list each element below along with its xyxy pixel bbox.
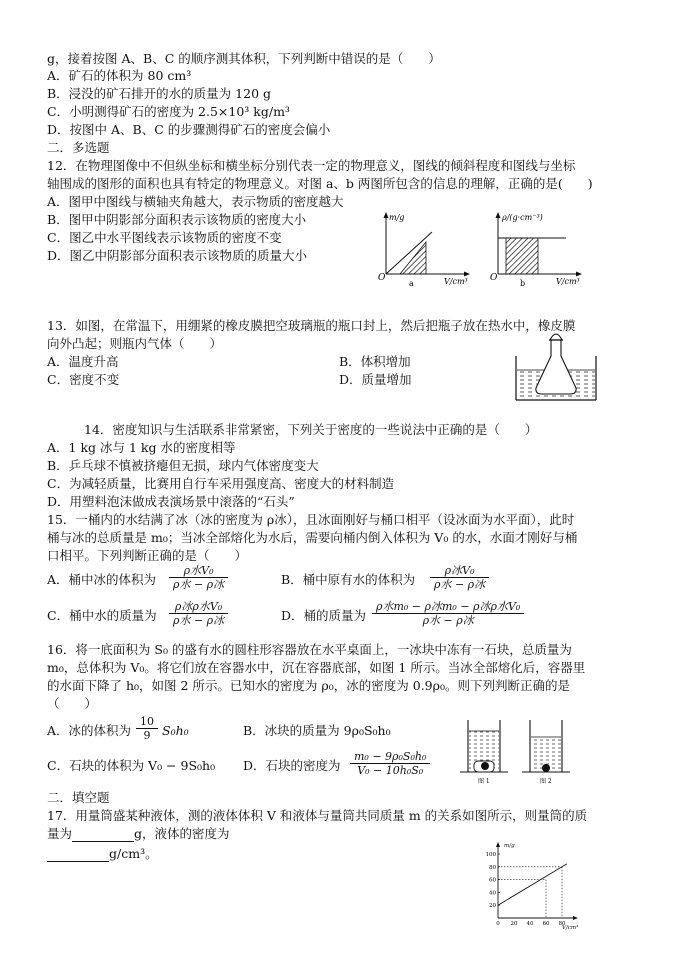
q16-option-d-label: D．石块的密度为 — [243, 758, 341, 773]
q17-ytick-label: 100 — [485, 852, 496, 858]
fig-b-caption: b — [520, 279, 526, 288]
q15-b-denominator: ρ水 − ρ冰 — [434, 578, 486, 591]
q11-option-a: A．矿石的体积为 80 cm³ — [47, 68, 192, 83]
q13-option-a: A．温度升高 — [47, 354, 119, 369]
q12-option-d: D．图乙中阴影部分面积表示该物质的质量大小 — [47, 248, 308, 263]
fig-a-ylabel: m/g — [389, 213, 405, 222]
q16-option-b: B．冰块的质量为 9ρ₀S₀h₀ — [243, 723, 391, 738]
fig-a-origin: O — [378, 273, 386, 283]
q16-a-denominator: 9 — [143, 729, 151, 742]
q15-stem-line1: 15．一桶内的水结满了冰（冰的密度为 ρ冰），且冰面刚好与桶口相平（设冰面为水平面），此时 — [47, 512, 575, 527]
q17-stem-line3 — [47, 845, 158, 862]
q16-stem-line2: m₀，总体积为 V₀。将它们放在容器水中，沉在容器底部，如图 1 所示。当冰全部熔化后，容器里 — [47, 660, 586, 675]
q11-option-d: D．按图中 A、B、C 的步骤测得矿石的密度会偏小 — [47, 122, 331, 137]
q15-c-numerator: ρ冰ρ水V₀ — [169, 600, 228, 614]
section-heading-multi: 二．多选题 — [47, 140, 110, 155]
q15-c-denominator: ρ水 − ρ冰 — [173, 614, 225, 627]
q15-option-a-label: A．桶中冰的体积为 — [47, 572, 157, 587]
q16-option-d-fraction — [350, 750, 430, 777]
q12-figure-a — [372, 208, 480, 290]
q12-option-b: B．图甲中阴影部分面积表示该物质的密度大小 — [47, 212, 307, 227]
q17-graph-ylabel: m/g — [504, 843, 515, 849]
q17-graph — [478, 838, 582, 932]
q15-option-b-label: B．桶中原有水的体积为 — [281, 572, 416, 587]
q17-blank-mass[interactable] — [72, 828, 134, 842]
q16-option-a-fraction — [136, 715, 158, 742]
q16-fig1-caption: 图 1 — [478, 778, 490, 785]
q15-option-d-fraction — [372, 600, 524, 627]
q14-option-c: C．为减轻质量，比赛用自行车采用强度高、密度大的材料制造 — [47, 476, 395, 491]
q13-option-c: C．密度不变 — [47, 372, 120, 387]
q15-option-c-label: C．桶中水的质量为 — [47, 608, 157, 623]
q12-option-c: C．图乙中水平图线表示该物质的密度不变 — [47, 230, 282, 245]
q13-stem-line2: 向外凸起；则瓶内气体（ ） — [47, 336, 223, 351]
q12-stem-line1: 12．在物理图像中不但纵坐标和横坐标分别代表一定的物理意义，图线的倾斜程度和图线与坐标 — [47, 158, 576, 173]
q15-stem-line3: 口相平。下列判断正确的是（ ） — [47, 548, 248, 563]
q16-a-numerator: 10 — [136, 715, 158, 729]
q17-ytick-label: 40 — [489, 890, 496, 897]
q16-option-a-label: A．冰的体积为 — [47, 723, 132, 738]
q15-b-numerator: ρ冰V₀ — [430, 564, 489, 578]
q15-option-b-fraction — [430, 564, 489, 591]
q12-figure-b — [484, 208, 592, 290]
q15-d-denominator: ρ水 − ρ冰 — [422, 614, 474, 627]
q16-d-denominator: V₀ − 10h₀S₀ — [357, 764, 424, 777]
q13-option-b: B．体积增加 — [339, 354, 411, 369]
q17-xtick-label: 40 — [526, 921, 534, 927]
fig-a-xlabel: V/cm³ — [444, 277, 468, 286]
q11-option-b: B．浸没的矿石排开的水的质量为 120 g — [47, 86, 271, 101]
q16-stem-line1: 16．将一底面积为 S₀ 的盛有水的圆柱形容器放在水平桌面上，一冰块中冻有一石块，总质量为 — [47, 642, 572, 657]
q11-stem: g，接着按图 A、B、C 的顺序测其体积，下列判断中错误的是（ ） — [47, 51, 441, 66]
q11-option-c: C．小明测得矿石的密度为 2.5×10³ kg/m³ — [47, 104, 290, 119]
q17-ytick-label: 60 — [489, 877, 496, 884]
q16-d-numerator: m₀ − 9ρ₀S₀h₀ — [350, 750, 430, 764]
fig-b-xlabel: V/cm³ — [556, 277, 580, 286]
q15-d-numerator: ρ水m₀ − ρ冰m₀ − ρ冰ρ水V₀ — [372, 600, 524, 614]
q14-option-a: A．1 kg 冰与 1 kg 水的密度相等 — [47, 440, 236, 455]
q17-xtick-label: 20 — [510, 921, 518, 927]
section-heading-fill: 二．填空题 — [47, 790, 110, 805]
q16-fig2-caption: 图 2 — [540, 778, 552, 785]
q17-graph-xlabel: V/cm³ — [562, 925, 579, 931]
fig-b-origin: O — [490, 273, 498, 283]
q13-flask-figure — [512, 326, 600, 404]
q16-stem-line4: （ ） — [47, 696, 98, 711]
q17-xtick-label: 0 — [496, 921, 500, 927]
q14-option-b: B．乒乓球不慎被挤瘪但无损，球内气体密度变大 — [47, 458, 319, 473]
fig-a-caption: a — [409, 279, 414, 288]
q17-stem-line2 — [47, 825, 230, 842]
q14-stem: 14．密度知识与生活联系非常紧密，下列关于密度的一些说法中正确的是（ ） — [84, 422, 538, 437]
q15-option-a-fraction — [169, 564, 228, 591]
q17-stem-line1: 17．用量筒盛某种液体，测的液体体积 V 和液体与量筒共同质量 m 的关系如图所示，则量筒的质 — [47, 808, 588, 823]
q17-ytick-label: 80 — [489, 864, 496, 871]
q16-stem-line3: 的水面下降了 h₀，如图 2 所示。已知水的密度为 ρ₀，冰的密度为 0.9ρ₀。则下列判断正确的是 — [47, 678, 570, 693]
q13-option-d: D．质量增加 — [339, 372, 412, 387]
q15-a-denominator: ρ水 − ρ冰 — [173, 578, 225, 591]
q12-option-a: A．图甲中图线与横轴夹角越大，表示物质的密度越大 — [47, 194, 344, 209]
q17-part1-pre: 量为 — [47, 826, 73, 841]
q17-blank-density[interactable] — [47, 848, 109, 862]
q15-a-numerator: ρ水V₀ — [169, 564, 228, 578]
q16-option-a-tail: S₀h₀ — [162, 723, 189, 738]
q16-option-c: C．石块的体积为 V₀ − 9S₀h₀ — [47, 758, 216, 773]
q15-option-d-label: D．桶的质量为 — [281, 608, 367, 623]
q17-data-line — [498, 864, 567, 905]
q14-option-d: D．用塑料泡沫做成表演场景中滚落的“石头” — [47, 494, 295, 509]
q17-ytick-label: 20 — [489, 903, 496, 910]
q17-xtick-label: 60 — [542, 921, 550, 927]
q12-stem-line2: 轴围成的图形的面积也具有特定的物理意义。对图 a、b 两图所包含的信息的理解，正确的是( ) — [47, 176, 593, 191]
q15-option-c-fraction — [169, 600, 228, 627]
fig-b-ylabel: ρ/(g·cm⁻³) — [502, 213, 543, 222]
q17-part1-post: g，液体的密度为 — [134, 826, 230, 841]
q17-part2-post: g/cm³。 — [109, 846, 158, 861]
q15-stem-line2: 桶与冰的总质量是 m₀；当冰全部熔化为水后，需要向桶内倒入体积为 V₀ 的水，水面才刚好与桶 — [47, 530, 578, 545]
q17-xtick-label: 80 — [558, 921, 566, 927]
q16-figures — [456, 714, 576, 786]
q13-stem-line1: 13．如图，在常温下，用绷紧的橡皮膜把空玻璃瓶的瓶口封上，然后把瓶子放在热水中，橡皮膜 — [47, 318, 576, 333]
